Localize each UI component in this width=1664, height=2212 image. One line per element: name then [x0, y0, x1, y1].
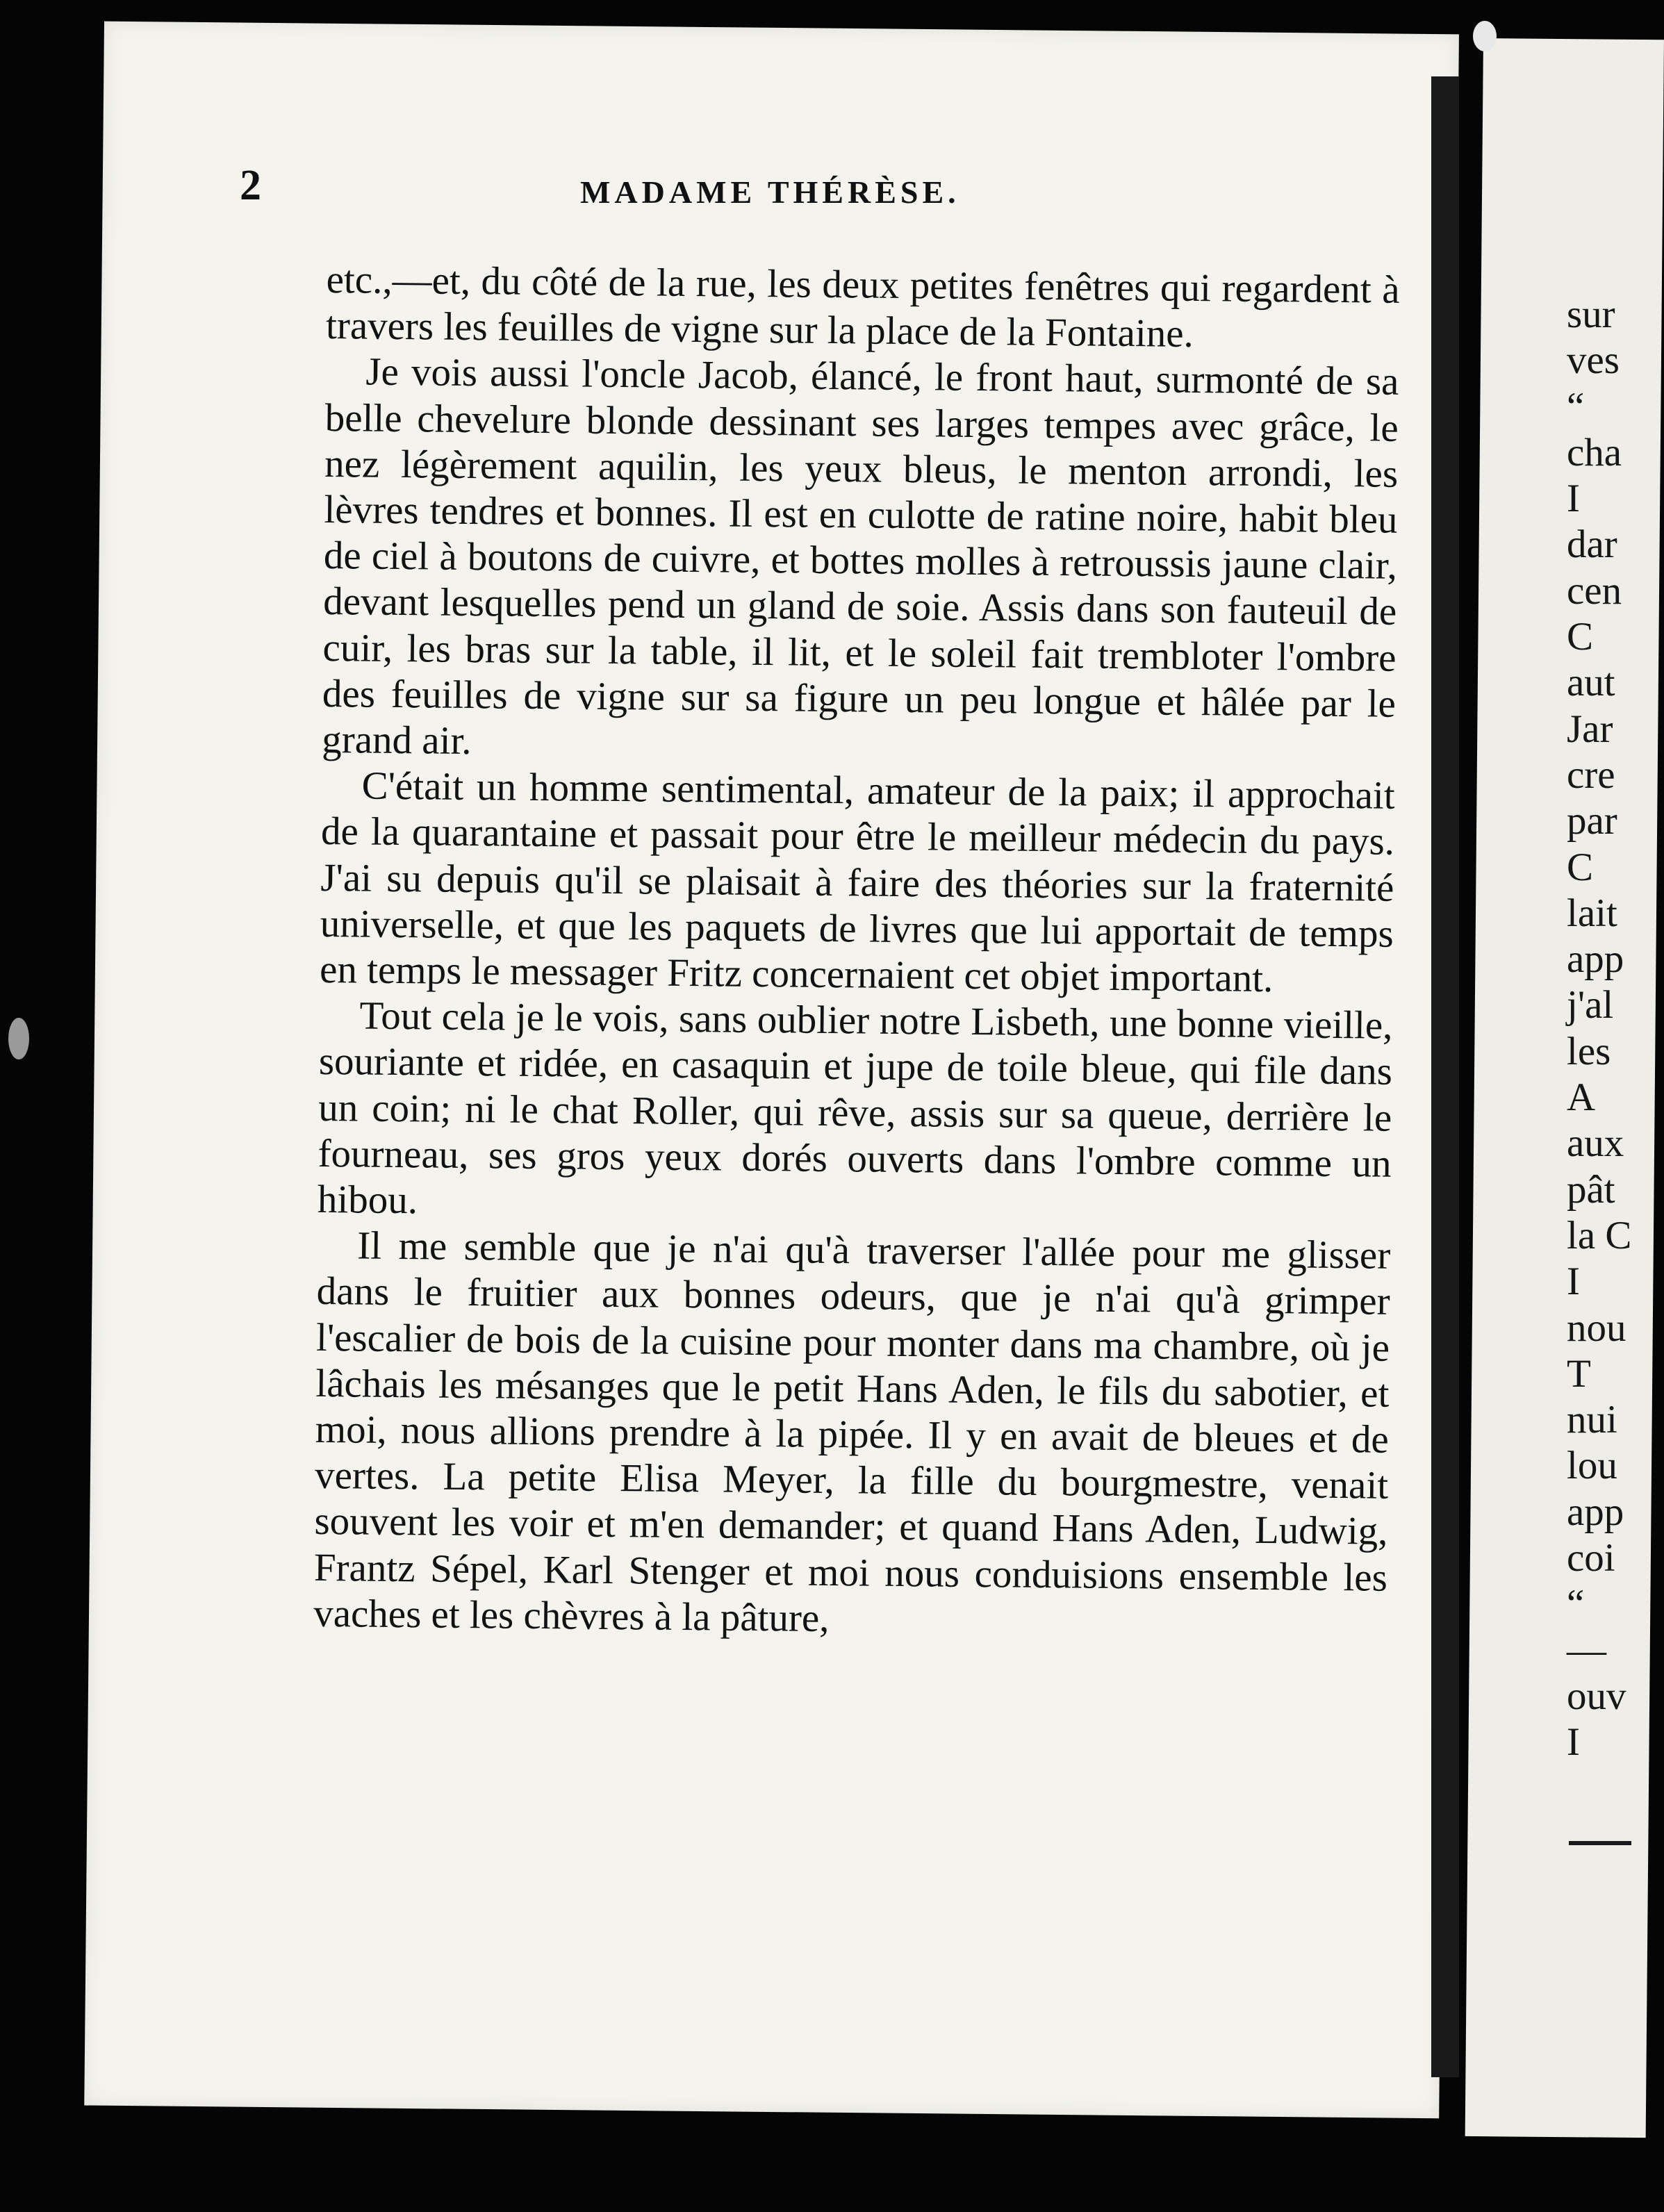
page-number: 2 — [240, 162, 261, 209]
paragraph-4: Tout cela je le vois, sans oublier notre Lisbeth, une bonne vieille, souriante et ridée, en casaquin et jupe de toile bleue, qui file dans un coin; ni le chat Roller, qui rêve, assis sur sa queue, derrière le fourneau, ses gros yeux dorés ouverts dans l'ombre comme un hibou. — [317, 993, 1393, 1223]
scan-speck-top-right — [1473, 21, 1497, 51]
running-title: MADAME THÉRÈSE. — [580, 174, 960, 210]
adjacent-page-rule — [1569, 1841, 1631, 1845]
paragraph-3: C'était un homme sentimental, amateur de la paix; il approchait de la quarantaine et passait pour être le meilleur médecin du pays. J'ai su depuis qu'il se plaisait à faire des théories sur la fraternité universelle, et que les paquets de livres que lui apportait de temps en temps le messager Fritz concernaient cet objet important. — [319, 764, 1395, 1001]
paragraph-5: Il me semble que je n'ai qu'à traverser l'allée pour me glisser dans le fruitier aux bonnes odeurs, que je n'ai qu'à grimper l'escalier de bois de la cuisine pour monter dans ma chambre, où je lâchais les mésanges que le petit Hans Aden, le fils du sabotier, et moi, nous allions prendre à la pipée. Il y en avait de bleues et de vertes. La petite Elisa Meyer, la fille du bourgmestre, venait souvent les voir et m'en demander; et quand Hans Aden, Ludwig, Frantz Sépel, Karl Stenger et moi nous conduisions ensemble les vaches et les chèvres à la pâture, — [313, 1223, 1391, 1640]
paragraph-1: etc.,—et, du côté de la rue, les deux petites fenêtres qui regardent à travers les feuilles de vigne sur la place de la Fontaine. — [325, 257, 1400, 356]
adjacent-page-text-fragments: sur ves “ cha I dar cen C aut Jar cre par C lait app j'al les A aux pât la C I nou T nui lou app coi “ — ouv I — [1567, 292, 1632, 1765]
paragraph-2: Je vois aussi l'oncle Jacob, élancé, le front haut, surmonté de sa belle chevelure blonde dessinant ses larges tempes avec grâce, le nez légèrement aquilin, les yeux bleus, le menton arrondi, les lèvres tendres et bonnes. Il est en culotte de ratine noire, habit bleu de ciel à boutons de cuivre, et bottes molles à retroussis jaune clair, devant lesquelles pend un gland de soie. Assis dans son fauteuil de cuir, les bras sur la table, il lit, et le soleil fait trembloter l'ombre des feuilles de vigne sur sa figure un peu longue et hâlée par le grand air. — [322, 349, 1399, 764]
page-gutter-shadow — [1431, 76, 1459, 2077]
body-text — [313, 257, 1400, 1647]
adjacent-right-page — [1465, 38, 1664, 2138]
running-head — [240, 161, 1365, 224]
scan-speck-left — [8, 1018, 29, 1059]
